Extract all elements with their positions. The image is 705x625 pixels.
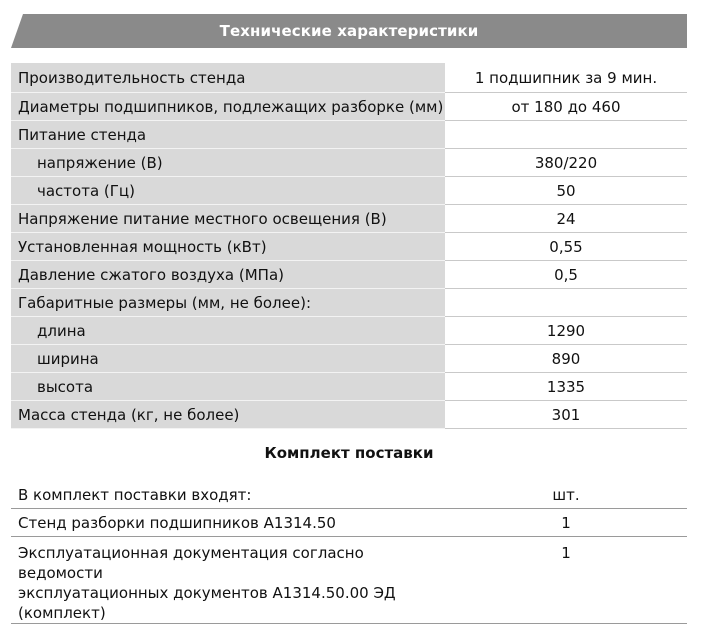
- table-row: [11, 233, 687, 261]
- spec-value: от 180 до 460: [445, 93, 687, 121]
- table-row: [11, 205, 687, 233]
- spec-label: Диаметры подшипников, подлежащих разборке (мм): [11, 93, 445, 121]
- table-row: [11, 149, 687, 177]
- specs-title: Технические характеристики: [219, 22, 479, 40]
- spec-value: [445, 121, 687, 149]
- spec-label: длина: [11, 317, 445, 345]
- spec-label: частота (Гц): [11, 177, 445, 205]
- table-row: [11, 177, 687, 205]
- spec-value: 1290: [445, 317, 687, 345]
- spec-value: 1 подшипник за 9 мин.: [445, 63, 687, 93]
- specs-table: [11, 63, 687, 429]
- spec-label: Питание стенда: [11, 121, 445, 149]
- table-row: [11, 317, 687, 345]
- spec-label: ширина: [11, 345, 445, 373]
- spec-label: напряжение (В): [11, 149, 445, 177]
- table-row: [11, 93, 687, 121]
- spec-label: Габаритные размеры (мм, не более):: [11, 289, 445, 317]
- delivery-value: 1: [445, 536, 687, 623]
- spec-label: Производительность стенда: [11, 63, 445, 93]
- table-row: [11, 121, 687, 149]
- table-row: [11, 481, 687, 508]
- spec-label: Напряжение питание местного освещения (В): [11, 205, 445, 233]
- table-row: [11, 536, 687, 623]
- spec-value: 0,5: [445, 261, 687, 289]
- table-row: [11, 373, 687, 401]
- delivery-value: 1: [445, 508, 687, 536]
- specs-header-banner: [11, 14, 687, 48]
- spec-value: 0,55: [445, 233, 687, 261]
- table-row: [11, 289, 687, 317]
- delivery-title: Комплект поставки: [264, 444, 434, 462]
- delivery-table: [11, 481, 687, 624]
- table-row: [11, 261, 687, 289]
- spec-label: высота: [11, 373, 445, 401]
- spec-value: 50: [445, 177, 687, 205]
- table-row: [11, 401, 687, 429]
- spec-value: 301: [445, 401, 687, 429]
- delivery-label: Эксплуатационная документация согласно ведомости эксплуатационных документов А1314.50.00 ЭД (комплект): [11, 536, 445, 623]
- spec-value: 24: [445, 205, 687, 233]
- spec-label: Масса стенда (кг, не более): [11, 401, 445, 429]
- spec-value: 1335: [445, 373, 687, 401]
- delivery-label: Стенд разборки подшипников А1314.50: [11, 508, 445, 536]
- spec-label: Установленная мощность (кВт): [11, 233, 445, 261]
- table-row: [11, 508, 687, 536]
- delivery-value: шт.: [445, 481, 687, 508]
- spec-value: 380/220: [445, 149, 687, 177]
- table-row: [11, 345, 687, 373]
- spec-value: [445, 289, 687, 317]
- spec-label: Давление сжатого воздуха (МПа): [11, 261, 445, 289]
- delivery-label: В комплект поставки входят:: [11, 481, 445, 508]
- spec-value: 890: [445, 345, 687, 373]
- table-row: [11, 63, 687, 93]
